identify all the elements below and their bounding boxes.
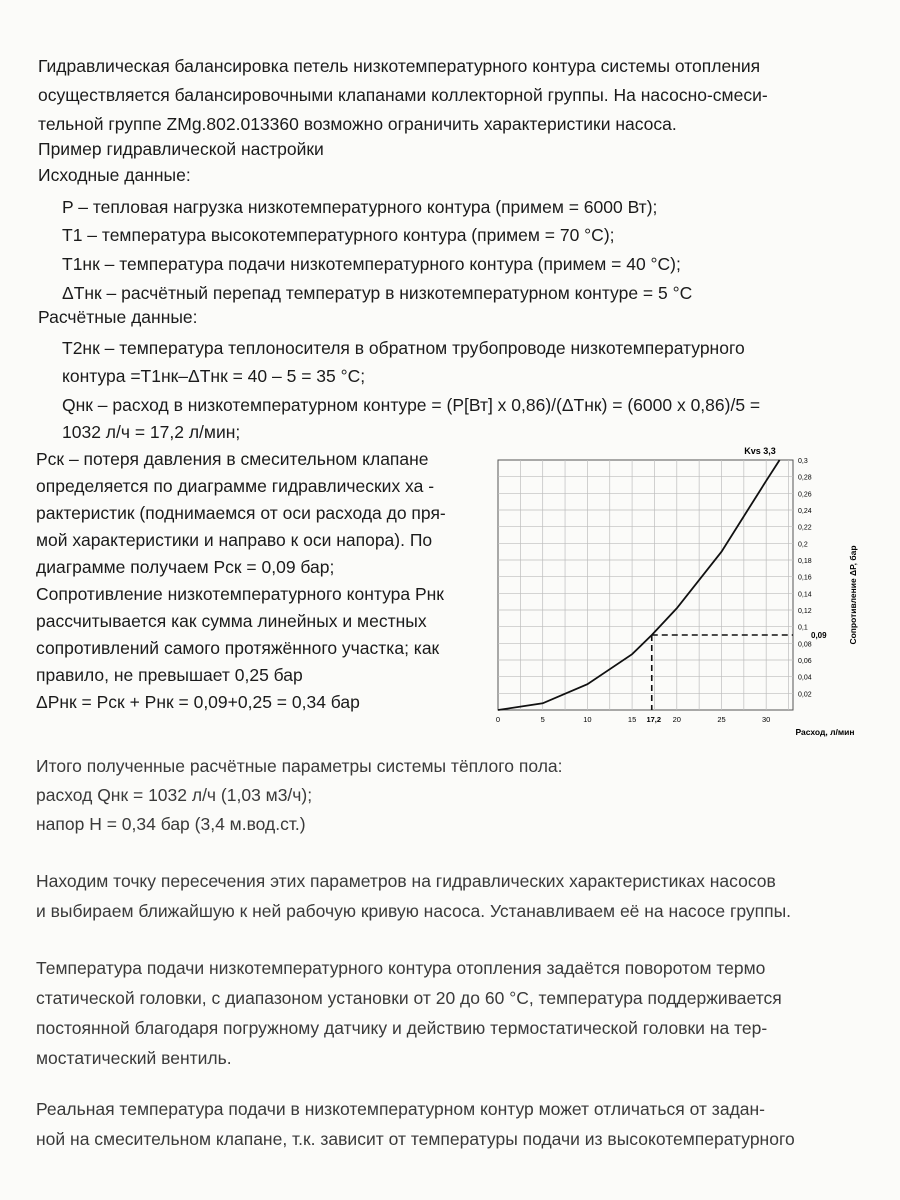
- y-tick-label: 0,14: [798, 591, 812, 599]
- x-tick-label: 20: [672, 715, 681, 724]
- y-tick-label: 0,06: [798, 658, 812, 665]
- calc-heading: Расчётные данные:: [38, 307, 198, 327]
- paragraph-line: Реальная температура подачи в низкотемпературном контур может отличаться от задан-: [36, 1099, 766, 1119]
- series-line: [498, 460, 780, 710]
- paragraph-line: статической головки, с диапазоном установки от 20 до 60 °С, температура поддерживается: [36, 988, 782, 1008]
- calc-item-2: контура =T1нк–ΔТнк = 40 – 5 = 35 °С;: [62, 366, 366, 386]
- y-tick-label: 0,02: [798, 691, 812, 699]
- y-tick-label: 0,26: [798, 491, 812, 499]
- paragraph-line: мостатический вентиль.: [36, 1048, 232, 1068]
- left-line: диаграмме получаем Pск = 0,09 бар;: [36, 557, 335, 577]
- x-axis-label: Расход, л/мин: [795, 727, 855, 737]
- x-tick-label: 25: [717, 715, 726, 724]
- paragraph-temperature: [36, 953, 782, 1073]
- intro-line-3: тельной группе ZMg.802.013360 возможно ограничить характеристики насоса.: [38, 114, 677, 134]
- y-tick-label: 0,1: [798, 624, 808, 632]
- results-line: напор H = 0,34 бар (3,4 м.вод.ст.): [36, 814, 306, 834]
- x-tick-label: 15: [627, 715, 637, 724]
- input-heading: Исходные данные:: [38, 165, 191, 185]
- left-line: Pск – потеря давления в смесительном клапане: [36, 449, 429, 469]
- y-tick-label: 0,16: [798, 574, 812, 582]
- chart-title: Kvs 3,3: [744, 446, 776, 456]
- results-block: [36, 752, 563, 839]
- left-line: мой характеристики и направо к оси напора). По: [36, 530, 433, 550]
- left-line: сопротивлений самого протяжённого участка; как: [36, 638, 440, 658]
- chart-frame: [498, 460, 793, 710]
- paragraph-line: ной на смесительном клапане, т.к. зависит от температуры подачи из высокотемпературного: [36, 1129, 795, 1149]
- input-item-p: P – тепловая нагрузка низкотемпературного контура (примем = 6000 Вт);: [62, 197, 658, 217]
- y-tick-label: 0,22: [798, 524, 812, 532]
- paragraph-pump: [36, 866, 791, 926]
- calc-item-1: T2нк – температура теплоносителя в обратном трубопроводе низкотемпературного: [62, 338, 745, 358]
- y-tick-label: 0,2: [798, 541, 808, 549]
- x-tick-label: 0: [495, 715, 501, 724]
- example-heading: Пример гидравлической настройки: [38, 139, 324, 159]
- left-line: ΔPнк = Pск + Pнк = 0,09+0,25 = 0,34 бар: [36, 692, 360, 712]
- x-tick-label: 10: [583, 715, 592, 724]
- left-column-text: [36, 446, 446, 716]
- marker-y-label: 0,09: [811, 631, 827, 640]
- results-line: Итого полученные расчётные параметры системы тёплого пола:: [36, 756, 563, 776]
- y-tick-label: 0,24: [798, 508, 812, 515]
- x-tick-label: 30: [762, 715, 771, 724]
- left-line: рассчитывается как сумма линейных и местных: [36, 611, 427, 631]
- y-tick-label: 0,12: [798, 608, 812, 615]
- x-tick-label: 17,2: [646, 715, 662, 724]
- left-line: определяется по диаграмме гидравлических ха -: [36, 476, 435, 496]
- input-item-dtnk: ΔТнк – расчётный перепад температур в низкотемпературном контуре = 5 °С: [62, 283, 693, 303]
- paragraph-real-temperature: [36, 1094, 795, 1154]
- y-tick-label: 0,3: [798, 458, 808, 465]
- y-tick-label: 0,04: [798, 674, 812, 682]
- calc-item-4: 1032 л/ч = 17,2 л/мин;: [62, 422, 241, 442]
- paragraph-line: и выбираем ближайшую к ней рабочую кривую насоса. Устанавливаем её на насосе группы.: [36, 901, 792, 921]
- results-line: расход Qнк = 1032 л/ч (1,03 м3/ч);: [36, 785, 313, 805]
- x-tick-label: 5: [540, 715, 545, 724]
- y-axis-label: Сопротивление ΔР, бар: [848, 545, 858, 645]
- input-item-t1: T1 – температура высокотемпературного контура (примем = 70 °С);: [62, 225, 615, 245]
- left-line: правило, не превышает 0,25 бар: [36, 665, 303, 685]
- y-tick-label: 0,28: [798, 474, 812, 482]
- pressure-drop-chart: [480, 440, 880, 745]
- paragraph-line: Температура подачи низкотемпературного контура отопления задаётся поворотом термо: [36, 958, 766, 978]
- intro-line-1: Гидравлическая балансировка петель низкотемпературного контура системы отопления: [38, 56, 761, 76]
- y-tick-label: 0,08: [798, 641, 812, 649]
- y-tick-label: 0,18: [798, 558, 812, 565]
- intro-line-2: осуществляется балансировочными клапанами коллекторной группы. На насосно-смеси-: [38, 85, 768, 105]
- input-item-t1nk: T1нк – температура подачи низкотемпературного контура (примем = 40 °С);: [62, 254, 681, 274]
- paragraph-line: постоянной благодаря погружному датчику и действию термостатической головки на тер-: [36, 1018, 768, 1038]
- calc-item-3: Qнк – расход в низкотемпературном контуре = (P[Вт] x 0,86)/(ΔТнк) = (6000 x 0,86)/5 =: [62, 395, 761, 415]
- paragraph-line: Находим точку пересечения этих параметров на гидравлических характеристиках насосов: [36, 871, 776, 891]
- left-line: Сопротивление низкотемпературного контура Pнк: [36, 584, 444, 604]
- left-line: рактеристик (поднимаемся от оси расхода до пря-: [36, 503, 446, 523]
